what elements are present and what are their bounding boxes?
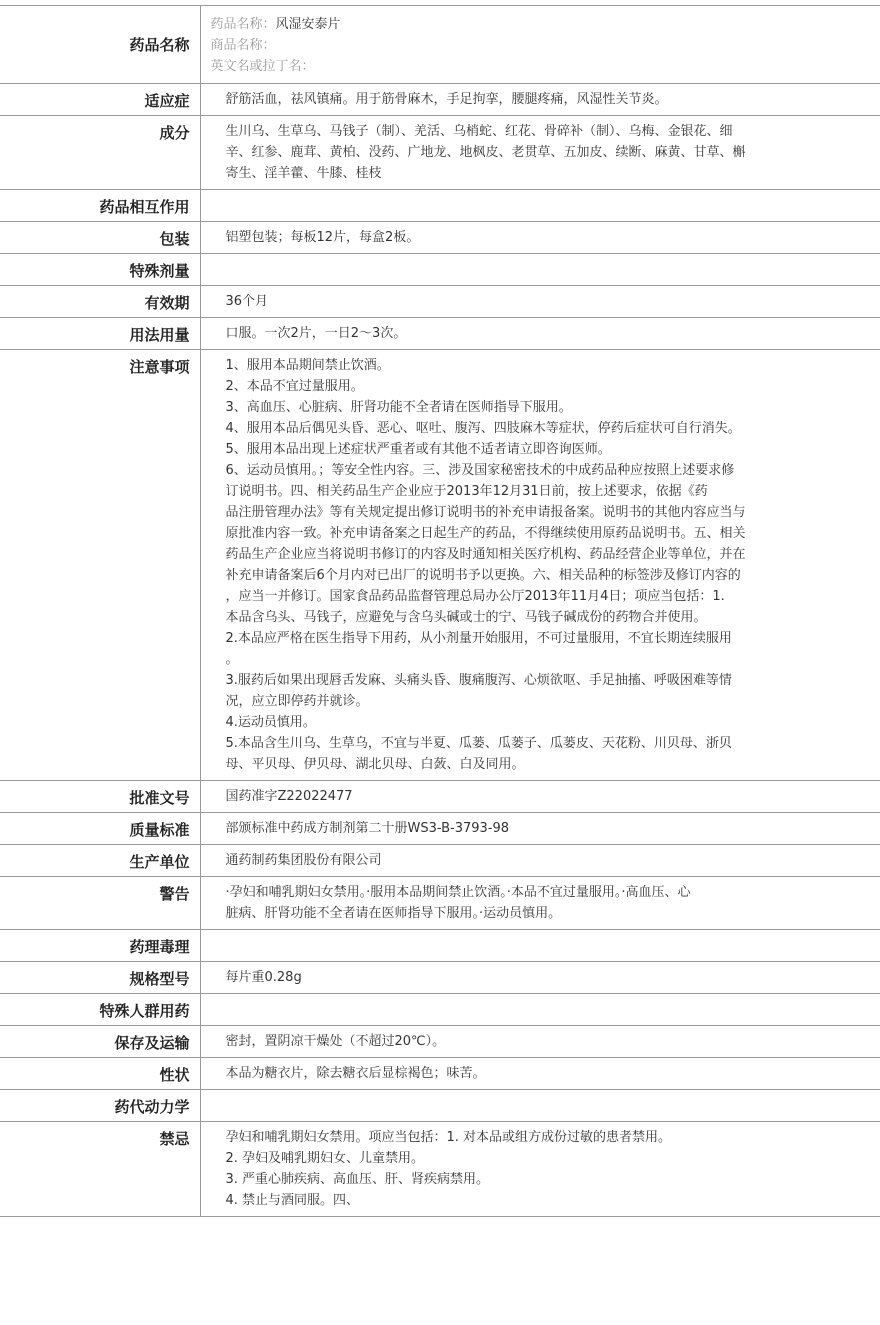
precautions-value bbox=[200, 350, 880, 781]
precautions-line: 药品生产企业应当将说明书修订的内容及时通知相关医疗机构、药品经营企业等单位，并在 bbox=[225, 547, 746, 562]
drug-info-table bbox=[0, 5, 880, 1217]
precautions-line: 本品含乌头、马钱子，应避免与含乌头碱或士的宁、马钱子碱成份的药物合并使用。 bbox=[225, 610, 707, 625]
packaging-label: 包装 bbox=[0, 222, 200, 254]
description-value bbox=[200, 1058, 880, 1090]
warnings-line: 脏病、肝肾功能不全者请在医师指导下服用。·运动员慎用。 bbox=[225, 906, 562, 921]
ingredients-value bbox=[200, 116, 880, 190]
ingredients-line: 生川乌、生草乌、马钱子（制）、羌活、乌梢蛇、红花、骨碎补（制）、乌梅、金银花、细 bbox=[225, 124, 733, 139]
precautions-row bbox=[0, 350, 880, 781]
quality-standard-row bbox=[0, 813, 880, 845]
precautions-line: 4.运动员慎用。 bbox=[225, 715, 316, 730]
english-name-label: 英文名或拉丁名： bbox=[210, 59, 315, 74]
precautions-line: 品注册管理办法》等有关规定提出修订说明书的补充申请报备案。说明书的其他内容应当与 bbox=[225, 505, 746, 520]
precautions-line: 1、服用本品期间禁止饮酒。 bbox=[225, 358, 390, 373]
precautions-line: 3.服药后如果出现唇舌发麻、头痛头昏、腹痛腹泻、心烦欲呕、手足抽搐、呼吸困难等情 bbox=[225, 673, 732, 688]
generic-name-label: 药品名称： bbox=[210, 17, 276, 32]
drug-interactions-row bbox=[0, 190, 880, 222]
precautions-line: 2、本品不宜过量服用。 bbox=[225, 379, 364, 394]
trade-name-line bbox=[211, 35, 871, 56]
contraindications-label: 禁忌 bbox=[0, 1122, 200, 1217]
warnings-row bbox=[0, 877, 880, 930]
contraindications-row bbox=[0, 1122, 880, 1217]
precautions-label: 注意事项 bbox=[0, 350, 200, 781]
manufacturer-value bbox=[200, 845, 880, 877]
ingredients-label: 成分 bbox=[0, 116, 200, 190]
storage-transport-value bbox=[200, 1026, 880, 1058]
pharmacokinetics-value bbox=[200, 1090, 880, 1122]
precautions-line: ，应当一并修订。国家食品药品监督管理总局办公厅2013年11月4日；项应当包括：1. bbox=[225, 589, 725, 604]
description-row bbox=[0, 1058, 880, 1090]
drug-interactions-label: 药品相互作用 bbox=[0, 190, 200, 222]
drug-interactions-value bbox=[200, 190, 880, 222]
drug-name-value bbox=[200, 6, 880, 84]
quality-standard-value bbox=[200, 813, 880, 845]
trade-name-label: 商品名称： bbox=[210, 38, 276, 53]
quality-standard-label: 质量标准 bbox=[0, 813, 200, 845]
ingredients-line: 寄生、淫羊藿、牛膝、桂枝 bbox=[225, 166, 382, 181]
pharmacology-toxicology-value bbox=[200, 930, 880, 962]
approval-number-value bbox=[200, 781, 880, 813]
contraindications-value bbox=[200, 1122, 880, 1217]
warnings-line: ·孕妇和哺乳期妇女禁用。·服用本品期间禁止饮酒。·本品不宜过量服用。·高血压、心 bbox=[225, 885, 691, 900]
shelf-life-line: 36个月 bbox=[225, 294, 269, 309]
contraindications-line: 孕妇和哺乳期妇女禁用。项应当包括：1. 对本品或组方成份过敏的患者禁用。 bbox=[225, 1130, 672, 1145]
warnings-value bbox=[200, 877, 880, 930]
special-populations-label: 特殊人群用药 bbox=[0, 994, 200, 1026]
pharmacokinetics-row bbox=[0, 1090, 880, 1122]
indications-value bbox=[200, 84, 880, 116]
packaging-row bbox=[0, 222, 880, 254]
storage-transport-label: 保存及运输 bbox=[0, 1026, 200, 1058]
english-name-line bbox=[211, 56, 871, 77]
packaging-line: 铝塑包装；每板12片，每盒2板。 bbox=[225, 230, 420, 245]
specification-line: 每片重0.28g bbox=[225, 970, 302, 985]
ingredients-line: 辛、红参、鹿茸、黄柏、没药、广地龙、地枫皮、老贯草、五加皮、续断、麻黄、甘草、槲 bbox=[225, 145, 746, 160]
indications-label: 适应症 bbox=[0, 84, 200, 116]
precautions-line: 6、运动员慎用。；等安全性内容。三、涉及国家秘密技术的中成药品种应按照上述要求修 bbox=[225, 463, 735, 478]
manufacturer-row bbox=[0, 845, 880, 877]
special-populations-row bbox=[0, 994, 880, 1026]
packaging-value bbox=[200, 222, 880, 254]
contraindications-line: 4. 禁止与酒同服。四、 bbox=[225, 1193, 360, 1208]
quality-standard-line: 部颁标准中药成方制剂第二十册WS3-B-3793-98 bbox=[225, 821, 510, 836]
generic-name-value: 风湿安泰片 bbox=[275, 17, 341, 32]
specification-label: 规格型号 bbox=[0, 962, 200, 994]
indications-line: 舒筋活血，祛风镇痛。用于筋骨麻木，手足拘挛，腰腿疼痛，风湿性关节炎。 bbox=[225, 92, 668, 107]
special-dosage-value bbox=[200, 254, 880, 286]
shelf-life-value bbox=[200, 286, 880, 318]
shelf-life-row bbox=[0, 286, 880, 318]
storage-transport-row bbox=[0, 1026, 880, 1058]
approval-number-line: 国药准字Z22022477 bbox=[225, 789, 353, 804]
pharmacokinetics-label: 药代动力学 bbox=[0, 1090, 200, 1122]
manufacturer-line: 通药制药集团股份有限公司 bbox=[225, 853, 382, 868]
drug-name-label: 药品名称 bbox=[0, 6, 200, 84]
warnings-label: 警告 bbox=[0, 877, 200, 930]
ingredients-row bbox=[0, 116, 880, 190]
generic-name-line bbox=[211, 14, 871, 35]
indications-row bbox=[0, 84, 880, 116]
pharmacology-toxicology-label: 药理毒理 bbox=[0, 930, 200, 962]
precautions-line: 5、服用本品出现上述症状严重者或有其他不适者请立即咨询医师。 bbox=[225, 442, 611, 457]
specification-row bbox=[0, 962, 880, 994]
pharmacology-toxicology-row bbox=[0, 930, 880, 962]
precautions-line: 4、服用本品后偶见头昏、恶心、呕吐、腹泻、四肢麻木等症状，停药后症状可自行消失。 bbox=[225, 421, 741, 436]
precautions-line: 况，应立即停药并就诊。 bbox=[225, 694, 369, 709]
storage-transport-line: 密封，置阴凉干燥处（不超过20℃）。 bbox=[225, 1034, 446, 1049]
contraindications-line: 2. 孕妇及哺乳期妇女、儿童禁用。 bbox=[225, 1151, 425, 1166]
approval-number-row bbox=[0, 781, 880, 813]
specification-value bbox=[200, 962, 880, 994]
drug-info-body bbox=[0, 6, 880, 1217]
special-dosage-row bbox=[0, 254, 880, 286]
special-dosage-label: 特殊剂量 bbox=[0, 254, 200, 286]
precautions-line: 2.本品应严格在医生指导下用药，从小剂量开始服用，不可过量服用，不宜长期连续服用 bbox=[225, 631, 732, 646]
precautions-line: 母、平贝母、伊贝母、湖北贝母、白蔹、白及同用。 bbox=[225, 757, 525, 772]
contraindications-line: 3. 严重心肺疾病、高血压、肝、肾疾病禁用。 bbox=[225, 1172, 490, 1187]
precautions-line: 订说明书。四、相关药品生产企业应于2013年12月31日前，按上述要求，依据《药 bbox=[225, 484, 708, 499]
precautions-line: 3、高血压、心脏病、肝肾功能不全者请在医师指导下服用。 bbox=[225, 400, 572, 415]
special-populations-value bbox=[200, 994, 880, 1026]
description-line: 本品为糖衣片，除去糖衣后显棕褐色；味苦。 bbox=[225, 1066, 486, 1081]
precautions-line: 5.本品含生川乌、生草乌，不宜与半夏、瓜蒌、瓜蒌子、瓜蒌皮、天花粉、川贝母、浙贝 bbox=[225, 736, 732, 751]
drug-name-row bbox=[0, 6, 880, 84]
usage-dosage-value bbox=[200, 318, 880, 350]
precautions-line: 补充申请备案后6个月内对已出厂的说明书予以更换。六、相关品种的标签涉及修订内容的 bbox=[225, 568, 741, 583]
usage-dosage-label: 用法用量 bbox=[0, 318, 200, 350]
usage-dosage-line: 口服。一次2片，一日2～3次。 bbox=[225, 326, 407, 341]
description-label: 性状 bbox=[0, 1058, 200, 1090]
approval-number-label: 批准文号 bbox=[0, 781, 200, 813]
manufacturer-label: 生产单位 bbox=[0, 845, 200, 877]
precautions-line: 。 bbox=[225, 652, 239, 667]
usage-dosage-row bbox=[0, 318, 880, 350]
shelf-life-label: 有效期 bbox=[0, 286, 200, 318]
precautions-line: 原批准内容一致。补充申请备案之日起生产的药品，不得继续使用原药品说明书。五、相关 bbox=[225, 526, 746, 541]
